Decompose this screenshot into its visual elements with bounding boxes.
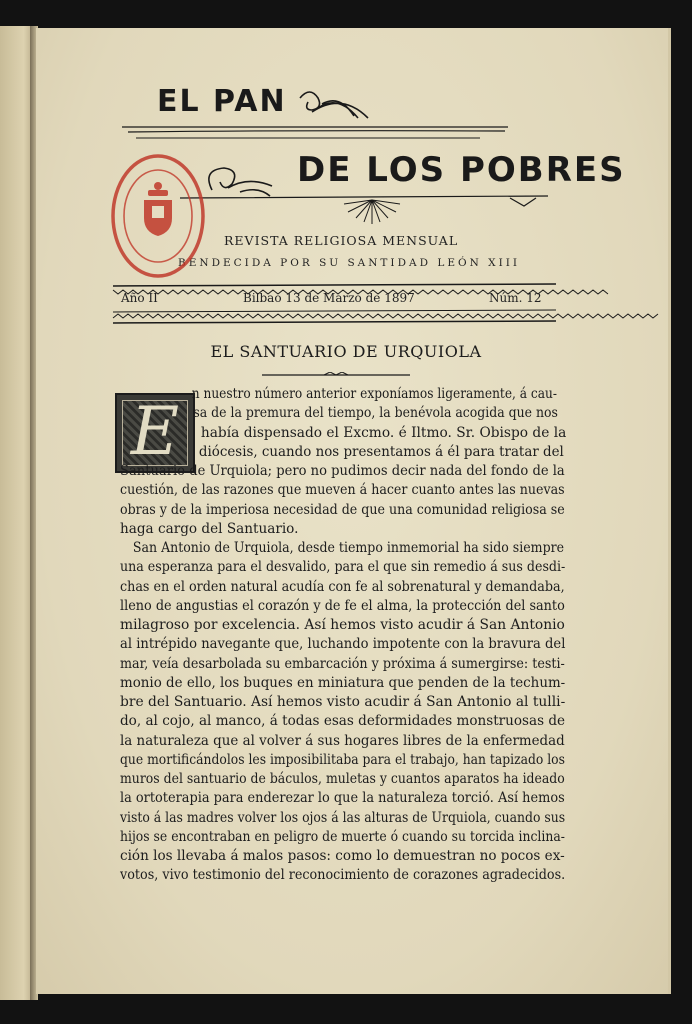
body-line: mar, veía desarbolada su embarcación y próxima á sumergirse: testi- bbox=[120, 655, 565, 672]
issue-year: Año II bbox=[121, 291, 158, 305]
body-line: chas en el orden natural acudía con fe al sobrenatural y demandaba, bbox=[120, 578, 565, 595]
body-line: visto á las madres volver los ojos á las alturas de Urquiola, cuando sus bbox=[120, 809, 566, 826]
body-line: haga cargo del Santuario. bbox=[120, 520, 299, 537]
masthead-line-1: EL PAN bbox=[157, 84, 287, 119]
body-line: votos, vivo testimonio del reconocimiento de corazones agradecidos. bbox=[120, 867, 566, 884]
masthead-line-2: DE LOS POBRES bbox=[297, 150, 626, 190]
body-line: sa de la premura del tiempo, la benévola acogida que nos bbox=[193, 405, 558, 422]
body-line: al intrépido navegante que, luchando impotente con la bravura del bbox=[120, 636, 566, 653]
body-line: lleno de angustias el corazón y de fe el alma, la protección del santo bbox=[120, 597, 565, 614]
issue-info-band bbox=[113, 286, 556, 322]
body-line: muros del santuario de báculos, muletas y cuantos aparatos ha ideado bbox=[120, 771, 565, 787]
subtitle: REVISTA RELIGIOSA MENSUAL bbox=[224, 233, 459, 248]
sunburst-ornament bbox=[344, 200, 400, 224]
body-line: hijos se encontraban en peligro de muerte ó cuando su torcida inclina- bbox=[120, 828, 565, 845]
body-line: una esperanza para el desvalido, para el que sin remedio á sus desdi- bbox=[120, 559, 566, 576]
blessing-line: BENDECIDA POR SU SANTIDAD LEÓN XIII bbox=[178, 257, 521, 269]
rule-top bbox=[122, 127, 508, 132]
article-title: EL SANTUARIO DE URQUIOLA bbox=[210, 342, 482, 361]
issue-number: Núm. 12 bbox=[489, 291, 542, 305]
flourish-top bbox=[312, 101, 368, 118]
body-line: n nuestro número anterior exponíamos ligeramente, á cau- bbox=[191, 386, 558, 402]
dropcap-letter: E bbox=[130, 393, 180, 470]
body-line: la naturaleza que al volver á sus hogares libres de la enfermedad bbox=[120, 732, 565, 749]
title-rule bbox=[262, 372, 410, 378]
masthead-ornaments bbox=[0, 0, 692, 330]
body-line: bre del Santuario. Así hemos visto acudir á San Antonio al tulli- bbox=[120, 694, 566, 710]
issue-date: Bilbao 13 de Marzo de 1897 bbox=[243, 291, 415, 305]
body-line: cuestión, de las razones que mueven á hacer cuanto antes las nuevas bbox=[120, 482, 565, 499]
body-line: San Antonio de Urquiola, desde tiempo inmemorial ha sido siempre bbox=[132, 540, 565, 556]
body-line: do, al cojo, al manco, á todas esas deformidades monstruosas de bbox=[120, 713, 566, 730]
body-line: que mortificándolos les imposibilitaba para el trabajo, han tapizado los bbox=[120, 751, 565, 768]
body-line: Santuario de Urquiola; pero no pudimos decir nada del fondo de la bbox=[120, 463, 565, 479]
body-line: había dispensado el Excmo. é Iltmo. Sr. Obispo de la bbox=[200, 424, 567, 441]
body-line: obras y de la imperiosa necesidad de que una comunidad religiosa se bbox=[120, 501, 565, 518]
flourish-mid bbox=[228, 181, 272, 196]
body-line: la ortoterapia para enderezar lo que la naturaleza torció. Así hemos bbox=[120, 790, 565, 807]
body-line: diócesis, cuando nos presentamos á él para tratar del bbox=[198, 443, 564, 460]
library-stamp bbox=[110, 152, 206, 280]
body-line: monio de ello, los buques en miniatura que penden de la techum- bbox=[120, 674, 566, 691]
scroll-ornament-top bbox=[300, 92, 320, 110]
body-line: ción los llevaba á malos pasos: como lo demuestran no pocos ex- bbox=[120, 848, 565, 864]
body-line: milagroso por excelencia. Así hemos visto acudir á San Antonio bbox=[120, 617, 565, 633]
